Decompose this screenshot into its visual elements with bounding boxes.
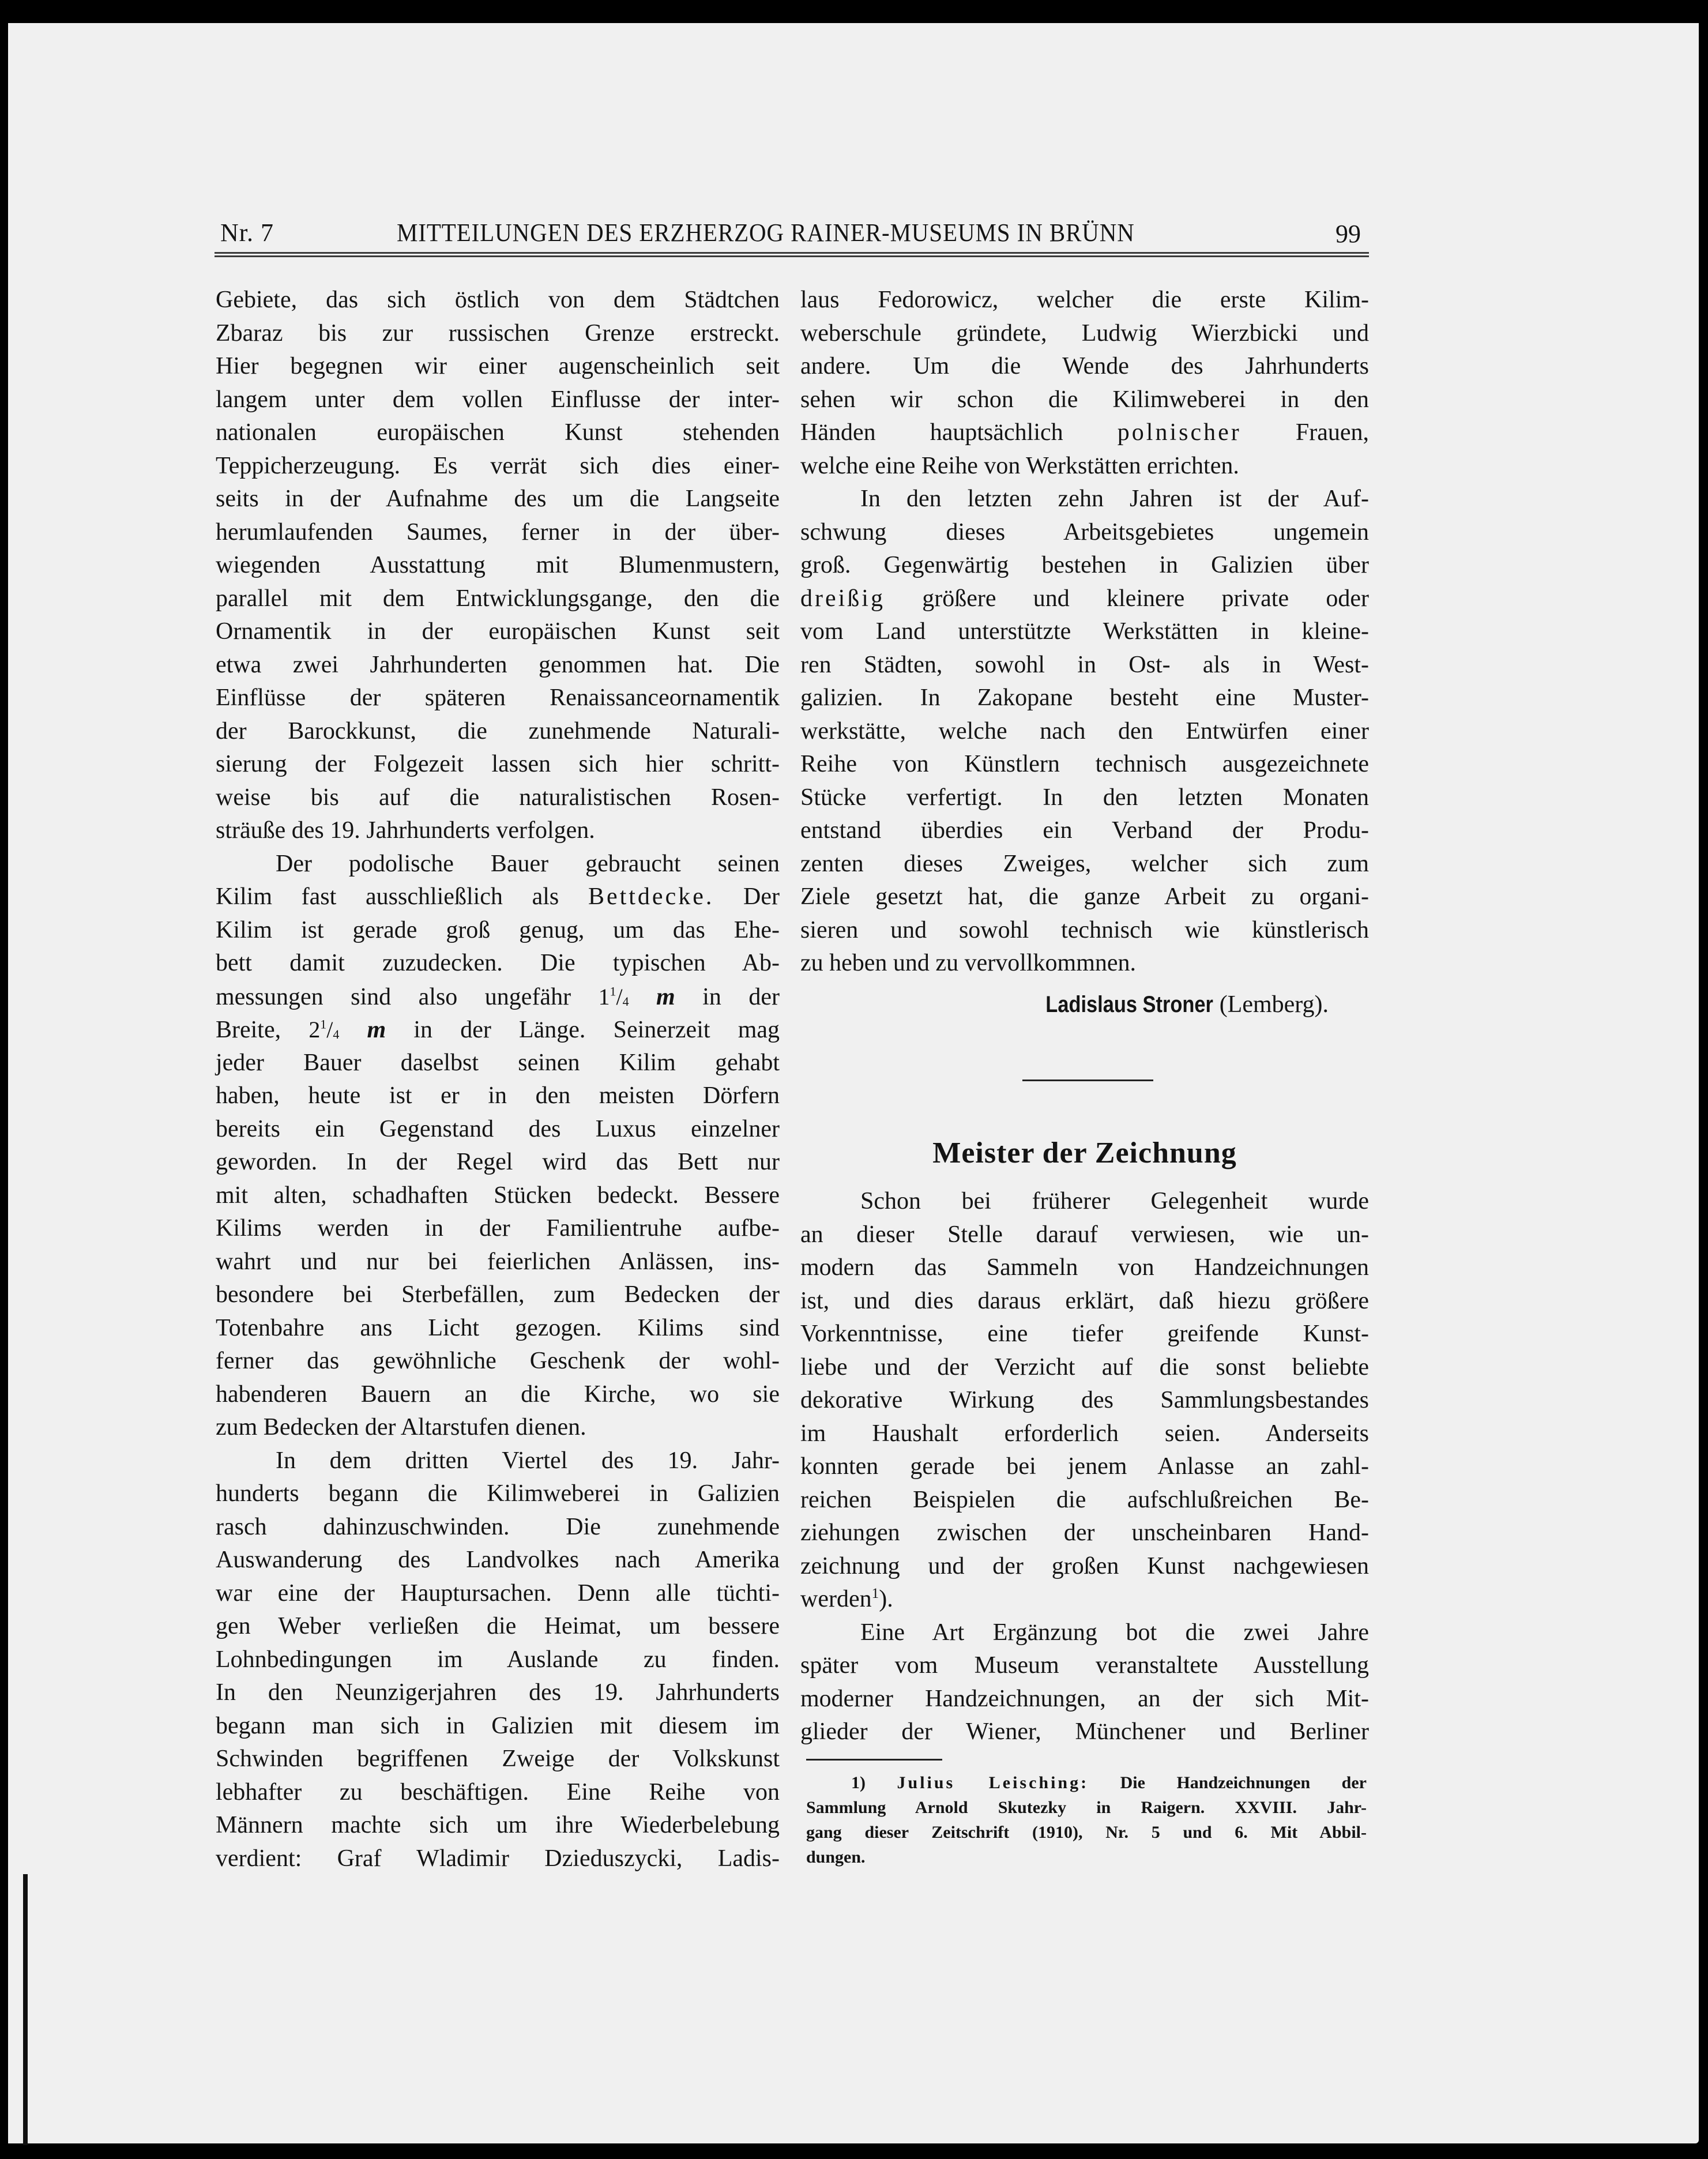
text-line: Kilims werden in der Familientruhe aufbe-	[216, 1215, 780, 1242]
paragraph-start: Eine Art Ergänzung bot die zwei Jahre	[860, 1619, 1369, 1646]
paragraph-start: In dem dritten Viertel des 19. Jahr-	[276, 1447, 780, 1474]
text-line: herumlaufenden Saumes, ferner in der über-	[216, 518, 780, 546]
left-column	[216, 284, 780, 1875]
text-line: war eine der Hauptursachen. Denn alle tüchti-	[216, 1579, 780, 1607]
text-line: bett damit zuzudecken. Die typischen Ab-	[216, 950, 780, 976]
unit-meter: m	[367, 1017, 386, 1043]
section-heading: Meister der Zeichnung	[932, 1137, 1237, 1169]
text-line: parallel mit dem Entwicklungsgange, den die	[216, 585, 780, 612]
text-line: nationalen europäischen Kunst stehenden	[216, 419, 780, 446]
text-line: Einflüsse der späteren Renaissanceornamentik	[216, 684, 780, 711]
text-line: Ornamentik in der europäischen Kunst seit	[216, 618, 780, 645]
text-line: begann man sich in Galizien mit diesem im	[216, 1712, 780, 1739]
text-fragment: in der	[702, 983, 780, 1010]
journal-title: MITTEILUNGEN DES ERZHERZOG RAINER-MUSEUMS IN BRÜNN	[397, 219, 1135, 247]
text-line: rasch dahinzuschwinden. Die zunehmende	[216, 1513, 780, 1540]
text-fragment: werden	[800, 1586, 872, 1612]
text-line: ist, und dies daraus erklärt, daß hiezu größere	[800, 1287, 1369, 1314]
fraction-numerator: 1	[320, 1017, 327, 1032]
text-line	[800, 1583, 1369, 1616]
text-fragment: Breite,	[216, 1017, 281, 1043]
text-line: verdient: Graf Wladimir Dzieduszycki, Ladis-	[216, 1845, 780, 1872]
text-line: mit alten, schadhaften Stücken bedeckt. Bessere	[216, 1182, 780, 1209]
text-line: Hier begegnen wir einer augenscheinlich seit	[216, 353, 780, 379]
text-line: dekorative Wirkung des Sammlungsbestandes	[800, 1387, 1369, 1413]
paragraph-start: Der podolische Bauer gebraucht seinen	[276, 850, 780, 877]
text-line: Vorkenntnisse, eine tiefer greifende Kunst-	[800, 1321, 1369, 1347]
text-line: moderner Handzeichnungen, an der sich Mit-	[800, 1685, 1369, 1712]
text-line: welche eine Reihe von Werkstätten errichten.	[800, 452, 1239, 479]
text-line: sehen wir schon die Kilimweberei in den	[800, 386, 1369, 413]
page-number: 99	[1335, 220, 1361, 248]
text-line: bereits ein Gegenstand des Luxus einzelner	[216, 1115, 780, 1142]
text-line: Männern machte sich um ihre Wiederbelebung	[216, 1812, 780, 1838]
text-line: Totenbahre ans Licht gezogen. Kilims sind	[216, 1314, 780, 1341]
text-line: ren Städten, sowohl in Ost- als in West-	[800, 651, 1369, 678]
text-line: Stücke verfertigt. In den letzten Monaten	[800, 784, 1369, 811]
text-line: ziehungen zwischen der unscheinbaren Hand-	[800, 1519, 1369, 1546]
text-fragment: Kilim fast ausschließlich als	[216, 883, 559, 910]
text-line: ferner das gewöhnliche Geschenk der wohl-	[216, 1348, 780, 1374]
text-line: gen Weber verließen die Heimat, um bessere	[216, 1613, 780, 1639]
text-line: sieren und sowohl technisch wie künstlerisch	[800, 916, 1369, 943]
text-line: Auswanderung des Landvolkes nach Amerika	[216, 1547, 780, 1573]
text-line: an dieser Stelle darauf verwiesen, wie un-	[800, 1221, 1369, 1248]
text-fragment: Der	[743, 883, 780, 910]
text-line: seits in der Aufnahme des um die Langseite	[216, 486, 780, 512]
text-line: etwa zwei Jahrhunderten genommen hat. Die	[216, 651, 780, 678]
fraction-width: $1^1/_4$	[598, 983, 629, 1010]
emphasized-word: Bettdecke.	[588, 883, 714, 910]
text-line: der Barockkunst, die zunehmende Naturali-	[216, 717, 780, 744]
text-line: laus Fedorowicz, welcher die erste Kilim-	[800, 287, 1369, 313]
text-line: Ziele gesetzt hat, die ganze Arbeit zu organi-	[800, 883, 1369, 910]
text-line: wiegenden Ausstattung mit Blumenmustern,	[216, 552, 780, 578]
footnote-author: Julius Leisching:	[897, 1773, 1089, 1792]
text-line: haben, heute ist er in den meisten Dörfern	[216, 1082, 780, 1109]
text-line: liebe und der Verzicht auf die sonst beliebte	[800, 1353, 1369, 1381]
right-column-article-end	[800, 284, 1369, 1021]
text-line	[216, 881, 780, 914]
text-line: im Haushalt erforderlich seien. Anderseits	[800, 1420, 1369, 1447]
text-line: zenten dieses Zweiges, welcher sich zum	[800, 850, 1369, 877]
fraction-numerator: 1	[610, 984, 616, 999]
text-line: andere. Um die Wende des Jahrhunderts	[800, 353, 1369, 379]
text-line: sträuße des 19. Jahrhunderts verfolgen.	[216, 817, 595, 844]
footnote-reference[interactable]: 1	[871, 1586, 879, 1601]
text-line	[216, 980, 780, 1014]
footnote-rule	[806, 1759, 942, 1761]
text-fragment: Händen hauptsächlich	[800, 419, 1063, 446]
author-signature	[800, 988, 1369, 1022]
section-body	[800, 1185, 1369, 1749]
text-line: schwung dieses Arbeitsgebietes ungemein	[800, 518, 1369, 546]
text-line	[800, 582, 1369, 616]
text-line: sierung der Folgezeit lassen sich hier schritt-	[216, 751, 780, 777]
text-line: Teppicherzeugung. Es verrät sich dies einer-	[216, 452, 780, 479]
text-line: konnten gerade bei jenem Anlasse an zahl-	[800, 1453, 1369, 1480]
text-line: zeichnung und der großen Kunst nachgewiesen	[800, 1552, 1369, 1579]
footnote-line	[806, 1770, 1367, 1795]
text-line: weise bis auf die naturalistischen Rosen-	[216, 784, 780, 811]
text-line: werkstätte, welche nach den Entwürfen einer	[800, 717, 1369, 744]
text-line: groß. Gegenwärtig bestehen in Galizien über	[800, 552, 1369, 578]
text-line: modern das Sammeln von Handzeichnungen	[800, 1254, 1369, 1281]
footnote-line: Sammlung Arnold Skutezky in Raigern. XXVIII. Jahr-	[806, 1798, 1367, 1817]
text-fragment: in der Länge. Seinerzeit mag	[413, 1017, 780, 1043]
text-line: Kilim ist gerade groß genug, um das Ehe-	[216, 916, 780, 943]
text-line	[800, 416, 1369, 450]
text-line: In den Neunzigerjahren des 19. Jahrhunderts	[216, 1679, 780, 1706]
text-fragment: Frauen,	[1295, 419, 1369, 446]
text-line: entstand überdies ein Verband der Produ-	[800, 817, 1369, 844]
text-line: Lohnbedingungen im Auslande zu finden.	[216, 1646, 780, 1673]
text-line: besondere bei Sterbefällen, zum Bedecken der	[216, 1281, 780, 1308]
author-name: Ladislaus Stroner	[1045, 991, 1214, 1017]
text-line: geworden. In der Regel wird das Bett nur	[216, 1149, 780, 1175]
footnote-line: gang dieser Zeitschrift (1910), Nr. 5 und 6. Mit Abbil-	[806, 1823, 1367, 1842]
author-place: (Lemberg).	[1219, 991, 1329, 1018]
fraction-length: $2^1/_4$	[309, 1017, 340, 1043]
text-line: lebhafter zu beschäftigen. Eine Reihe von	[216, 1778, 780, 1806]
emphasized-word: polnischer	[1117, 419, 1242, 446]
fraction-whole: 2	[309, 1017, 321, 1043]
text-line: galizien. In Zakopane besteht eine Muster-	[800, 684, 1369, 711]
paragraph-start: In den letzten zehn Jahren ist der Auf-	[860, 486, 1369, 512]
text-fragment: ).	[879, 1586, 893, 1612]
text-line: hunderts begann die Kilimweberei in Galizien	[216, 1480, 780, 1507]
text-fragment: messungen sind also ungefähr	[216, 983, 571, 1010]
text-line: vom Land unterstützte Werkstätten in kleine-	[800, 618, 1369, 645]
text-fragment: Die Handzeichnungen der	[1120, 1773, 1367, 1792]
unit-meter: m	[656, 983, 675, 1010]
emphasized-word: dreißig	[800, 585, 885, 612]
article-separator-rule	[1022, 1080, 1153, 1081]
footnote-marker: 1)	[851, 1773, 866, 1792]
page-edge-shadow	[23, 1874, 28, 2145]
text-line: jeder Bauer daselbst seinen Kilim gehabt	[216, 1049, 780, 1076]
text-line	[216, 1013, 780, 1047]
text-fragment: größere und kleinere private oder	[922, 585, 1369, 612]
running-header	[213, 218, 1367, 253]
text-line: Schwinden begriffenen Zweige der Volkskunst	[216, 1746, 780, 1772]
text-line: langem unter dem vollen Einflusse der inter-	[216, 386, 780, 413]
text-line: Reihe von Künstlern technisch ausgezeichnete	[800, 751, 1369, 777]
header-double-rule	[215, 252, 1369, 257]
fraction-whole: 1	[598, 983, 610, 1010]
fraction-denominator: 4	[333, 1027, 340, 1042]
paragraph-start: Schon bei früherer Gelegenheit wurde	[860, 1188, 1369, 1214]
text-line: zum Bedecken der Altarstufen dienen.	[216, 1414, 586, 1440]
text-line: zu heben und zu vervollkommnen.	[800, 950, 1137, 976]
fraction-denominator: 4	[622, 994, 629, 1009]
footnote	[806, 1770, 1367, 1870]
text-line: glieder der Wiener, Münchener und Berliner	[800, 1718, 1369, 1745]
text-line: weberschule gründete, Ludwig Wierzbicki und	[800, 319, 1369, 347]
issue-number: Nr. 7	[220, 219, 274, 247]
text-line: Gebiete, das sich östlich von dem Städtchen	[216, 287, 780, 313]
text-line: reichen Beispielen die aufschlußreichen Be-	[800, 1486, 1369, 1513]
text-line: habenderen Bauern an die Kirche, wo sie	[216, 1381, 780, 1408]
text-line: wahrt und nur bei feierlichen Anlässen, ins-	[216, 1248, 780, 1275]
footnote-line: dungen.	[806, 1848, 866, 1867]
text-line: später vom Museum veranstaltete Ausstellung	[800, 1652, 1369, 1679]
text-line: Zbaraz bis zur russischen Grenze erstreckt.	[216, 319, 780, 347]
